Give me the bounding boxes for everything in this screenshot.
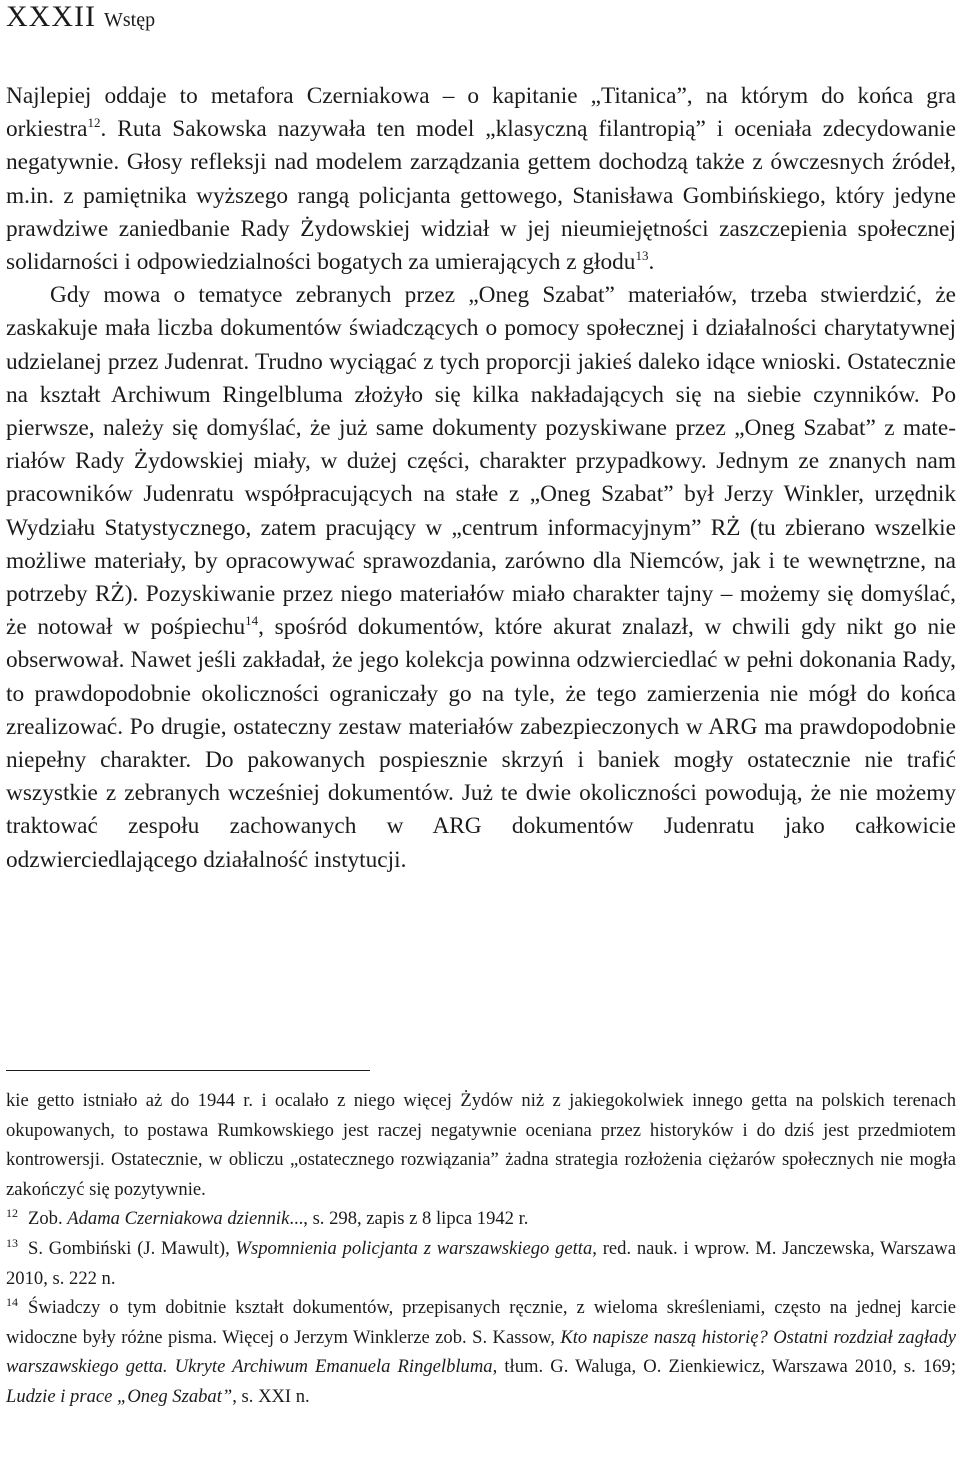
- main-text: [6, 80, 956, 877]
- footnote-text: , tłum. G. Waluga, O. Zienkiewicz, Warszawa 2010, s. 169;: [492, 1356, 957, 1378]
- section-title: Wstęp: [103, 9, 156, 31]
- paragraph-1: [6, 80, 956, 279]
- footnote-ref-14[interactable]: 14: [245, 613, 259, 629]
- footnote-text: Zob.: [28, 1208, 68, 1230]
- paragraph-2: [6, 279, 956, 877]
- cited-title: Kto napisze naszą historię? Ostatni rozdział zagłady warszawskiego getta. Ukryte Archiwum Emanuela Ringelbluma: [6, 1326, 956, 1378]
- paragraph-1-text-c: .: [648, 249, 655, 276]
- footnotes: [6, 1086, 956, 1412]
- cited-title: Adama Czerniakowa dziennik: [67, 1208, 290, 1230]
- footnote-text: ..., s. 298, zapis z 8 lipca 1942 r.: [289, 1208, 529, 1230]
- footnote-number: 13: [6, 1235, 18, 1250]
- footnote-number: 14: [6, 1294, 18, 1309]
- footnote-13: [6, 1234, 956, 1293]
- footnote-number: 12: [6, 1206, 18, 1221]
- footnote-text: , s. XXI n.: [232, 1385, 310, 1407]
- footnote-continued: kie getto istniało aż do 1944 r. i ocalało z niego więcej Żydów niż z jakiegokolwiek innego getta na polskich terenach okupowanych, to postawa Rumkowskiego jest raczej negatywnie oceniana przez historyków i do dziś jest przedmiotem kontrowersji. Ostatecznie, w obliczu „ostatecznego rozwiązania” żadna strategia rozłożenia ciężarów społecznych nie mogła zakończyć się pozytywnie.: [6, 1090, 956, 1200]
- cited-title: Wspomnienia policjanta z warszawskiego getta: [235, 1237, 593, 1259]
- paragraph-2-text-a: Gdy mowa o tematyce zebranych przez „Oneg Szabat” materiałów, trzeba stwierdzić, że zaskakuje mała liczba dokumentów świadczących o pomocy społecznej i działalności charytatywnej udzielanej przez Judenrat. Trudno wyciągać z tych proporcji jakieś daleko idące wnioski. Ostatecznie na kształt Archiwum Ringelbluma złożyło się kilka nakładających się na siebie czynników. Po pierwsze, należy się domyślać, że już same dokumenty pozyskiwane przez „Oneg Szabat” z materiałów Rady Żydowskiej miały, w dużej części, charakter przypadkowy. Jednym ze znanych nam pracowników Judenratu współpracujących na stałe z „Oneg Szabat” był Jerzy Winkler, urzędnik Wydziału Statystycznego, zatem pracujący w „centrum informacyjnym” RŻ (tu zbierano wszelkie możliwe materiały, by opracowywać sprawozdania, zarówno dla Niemców, jak i te wewnętrzne, na potrzeby RŻ). Pozyskiwanie przez niego materiałów miało charakter tajny – możemy się domyślać, że notował w pośpiechu: [6, 282, 956, 641]
- footnote-text: Świadczy o tym dobitnie kształt dokumentów, przepisanych ręcznie, z wieloma skreśleniami, często na jednej karcie widoczne były różne pisma. Więcej o Jerzym Winklerze zob. S. Kassow,: [6, 1297, 956, 1348]
- page-number: XXXII: [6, 0, 96, 33]
- footnote-14: [6, 1293, 956, 1411]
- footnote-ref-12[interactable]: 12: [87, 115, 101, 131]
- footnote-text: S. Gombiński (J. Mawult),: [28, 1237, 236, 1259]
- running-head: [6, 0, 155, 40]
- footnote-ref-13[interactable]: 13: [635, 248, 649, 264]
- paragraph-1-text-a: Najlepiej oddaje to metafora Czerniakowa – o kapitanie „Titanica”, na którym do końca gra orkiestra: [6, 83, 956, 143]
- footnote-separator: [6, 1070, 370, 1071]
- footnote-12: [6, 1204, 956, 1234]
- cited-title: Ludzie i prace „Oneg Szabat”: [6, 1385, 233, 1407]
- footnote-text: , red. nauk. i wprow. M. Janczewska, Warszawa 2010, s. 222 n.: [6, 1237, 956, 1289]
- paragraph-2-text-b: , spośród dokumentów, które akurat znalazł, w chwili gdy nikt go nie obserwował. Nawet jeśli zakładał, że jego kolekcja powinna odzwierciedlać w pełni dokonania Rady, to prawdopodobnie okoliczności ograniczały go na tyle, że tego zamierzenia nie mógł do końca zrealizować. Po drugie, ostateczny zestaw materiałów zabezpieczonych w ARG ma prawdopodobnie niepełny charakter. Do pakowanych pospiesznie skrzyń i baniek mogły ostatecznie nie trafić wszystkie z zebranych wcześniej dokumentów. Już te dwie okoliczności powodują, że nie możemy traktować zespołu zachowanych w ARG dokumentów Judenratu jako całkowicie odzwierciedlającego działalność instytucji.: [6, 614, 956, 873]
- paragraph-1-text-b: . Ruta Sakowska nazywała ten model „klasyczną filantropią” i oceniała zdecydowanie negatywnie. Głosy refleksji nad modelem zarządzania gettem dochodzą także z ówczesnych źródeł, m.in. z pamiętnika wyższego rangą policjanta gettowego, Stanisława Gombińskiego, który jedyne prawdziwe zaniedbanie Rady Żydowskiej widział w jej nieumiejętności zaszczepienia społecznej solidarności i odpowiedzialności bogatych za umierających z głodu: [6, 116, 956, 276]
